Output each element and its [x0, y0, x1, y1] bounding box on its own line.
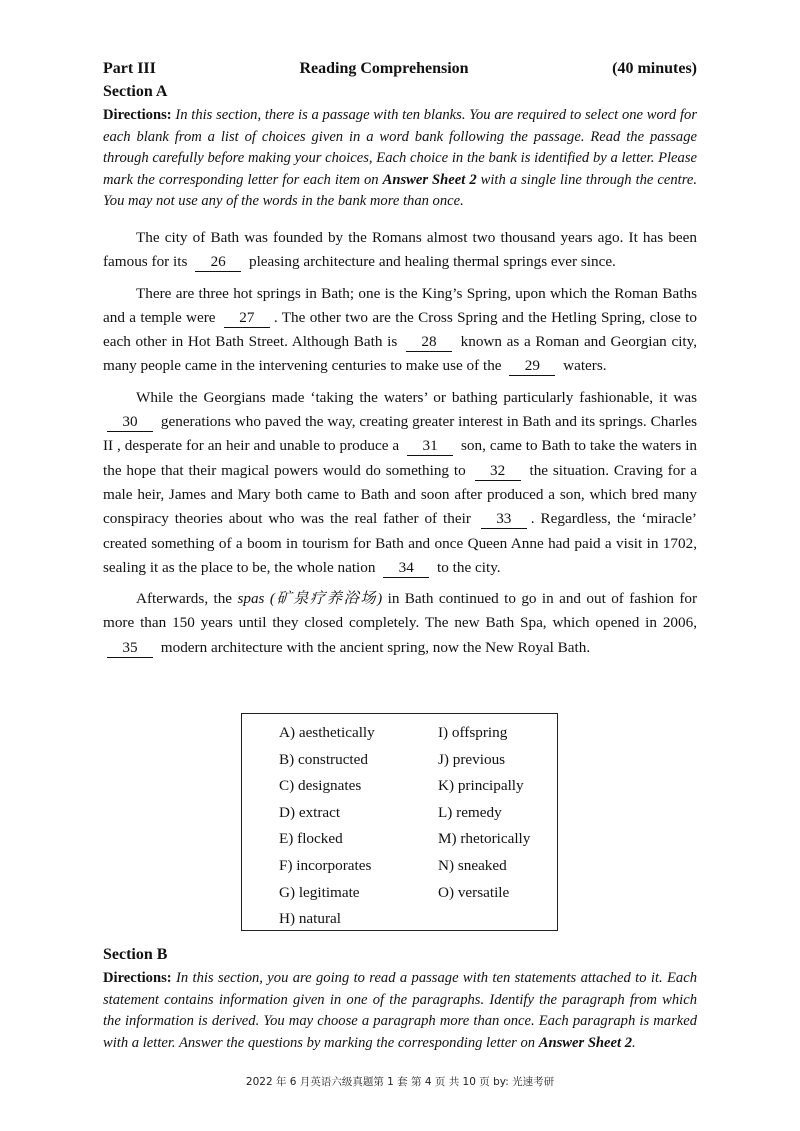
word-bank-left-column — [279, 720, 375, 933]
passage-text: The city of Bath was founded by the Romans almost two thousand years ago. It has been famous for its — [103, 228, 697, 271]
blank-30: 30 — [107, 413, 153, 432]
word-bank — [241, 713, 558, 931]
passage-paragraph-4 — [103, 587, 697, 660]
passage-text: to the city. — [437, 558, 501, 576]
section-b-title: Section B — [103, 946, 168, 963]
spas-term: spas — [237, 590, 265, 608]
blank-26: 26 — [195, 253, 241, 272]
directions-text-end: with a single line through the centre. You may not use any of the words in the bank more than once. — [103, 171, 697, 210]
blank-35: 35 — [107, 639, 153, 658]
directions-text: In this section, there is a passage with ten blanks. You are required to select one word for each blank from a list of choices given in a word bank following the passage. Read the passage through carefully before making your choices, Each choice in the bank is identified by a letter. Please mark the corresponding letter for each item on — [103, 107, 697, 188]
section-a-directions — [103, 105, 697, 213]
passage-text: . Regardless, the ‘miracle’ created something of a boom in tourism for Bath and once Queen Anne had paid a visit in 1702, sealing it as the place to be, the whole nation — [103, 510, 697, 576]
word-choice: J) previous — [438, 750, 506, 768]
blank-34: 34 — [383, 559, 429, 578]
word-bank-right-column — [438, 720, 530, 906]
passage-text: While the Georgians made ‘taking the waters’ or bathing particularly fashionable, it was — [136, 388, 697, 406]
passage-text: There are three hot springs in Bath; one is the King’s Spring, upon which the Roman Baths and a temple were — [103, 284, 697, 326]
blank-29: 29 — [509, 357, 555, 376]
time-limit: (40 minutes) — [612, 60, 697, 77]
passage-paragraph-1 — [103, 226, 697, 275]
passage-text: waters. — [563, 357, 607, 375]
passage-paragraph-3 — [103, 386, 697, 580]
word-choice: O) versatile — [438, 883, 510, 901]
part-label: Part III — [103, 60, 156, 77]
section-b-directions — [103, 968, 697, 1054]
word-choice: G) legitimate — [279, 883, 360, 901]
directions-text-end: . — [632, 1034, 636, 1051]
word-choice: I) offspring — [438, 724, 508, 741]
passage-text: the situation. Craving for a male heir, James and Mary both came to Bath and soon after produced a son, which bred many conspiracy theories about who was the real father of their — [103, 461, 697, 528]
passage-text: pleasing architecture and healing thermal springs ever since. — [248, 253, 616, 271]
word-choice: A) aesthetically — [279, 724, 375, 741]
passage-text: in Bath continued to go in and out of fashion for more than 150 years until they closed completely. The new Bath Spa, which opened in 2006, — [103, 590, 698, 632]
passage-text: . The other two are the Cross Spring and the Hetling Spring, close to each other in Hot Bath Street. Although Bath is — [103, 308, 697, 351]
directions-label: Directions: — [103, 107, 172, 123]
passage-paragraph-2 — [103, 282, 697, 379]
blank-31: 31 — [407, 437, 453, 456]
chinese-gloss: (矿泉疗养浴场) — [269, 590, 383, 608]
word-choice: M) rhetorically — [438, 830, 531, 848]
word-choice: B) constructed — [279, 750, 368, 768]
directions-label: Directions: — [103, 970, 172, 986]
word-choice: H) natural — [279, 910, 341, 928]
part-title: Reading Comprehension — [299, 60, 469, 77]
word-choice: D) extract — [279, 803, 341, 821]
blank-33: 33 — [481, 510, 527, 529]
word-choice: E) flocked — [279, 830, 343, 848]
section-a-title: Section A — [103, 83, 168, 100]
blank-28: 28 — [406, 333, 452, 352]
answer-sheet-ref: Answer Sheet 2 — [382, 171, 477, 188]
blank-32: 32 — [475, 462, 521, 481]
part-header — [103, 58, 697, 80]
word-choice: F) incorporates — [279, 856, 372, 874]
passage-text: Afterwards, the — [136, 590, 233, 608]
answer-sheet-ref: Answer Sheet 2 — [538, 1034, 633, 1051]
word-choice: L) remedy — [438, 803, 502, 821]
reading-passage — [103, 226, 697, 660]
section-b — [103, 943, 697, 1054]
passage-text: modern architecture with the ancient spring, now the New Royal Bath. — [160, 638, 591, 656]
passage-text: generations who paved the way, creating greater interest in Bath and its springs. Charles II , desperate for an heir and unable to produce a — [103, 413, 698, 455]
exam-page — [103, 58, 697, 660]
blank-27: 27 — [224, 309, 270, 328]
page-footer: 2022 年 6 月英语六级真题第 1 套 第 4 页 共 10 页 by: 光速考研 — [245, 1076, 555, 1088]
directions-text: In this section, you are going to read a passage with ten statements attached to it. Each statement contains information given in one of the paragraphs. Identify the paragraph from which the information is derived. You may choose a paragraph more than once. Each paragraph is marked with a letter. Answer the questions by marking the corresponding letter on — [103, 970, 697, 1051]
word-choice: K) principally — [438, 777, 524, 795]
word-choice: N) sneaked — [438, 856, 507, 874]
word-choice: C) designates — [279, 777, 362, 795]
passage-text: known as a Roman and Georgian city, many people came in the intervening centuries to make use of the — [103, 333, 698, 375]
passage-text: son, came to Bath to take the waters in the hope that their magical powers would do something to — [103, 437, 698, 479]
